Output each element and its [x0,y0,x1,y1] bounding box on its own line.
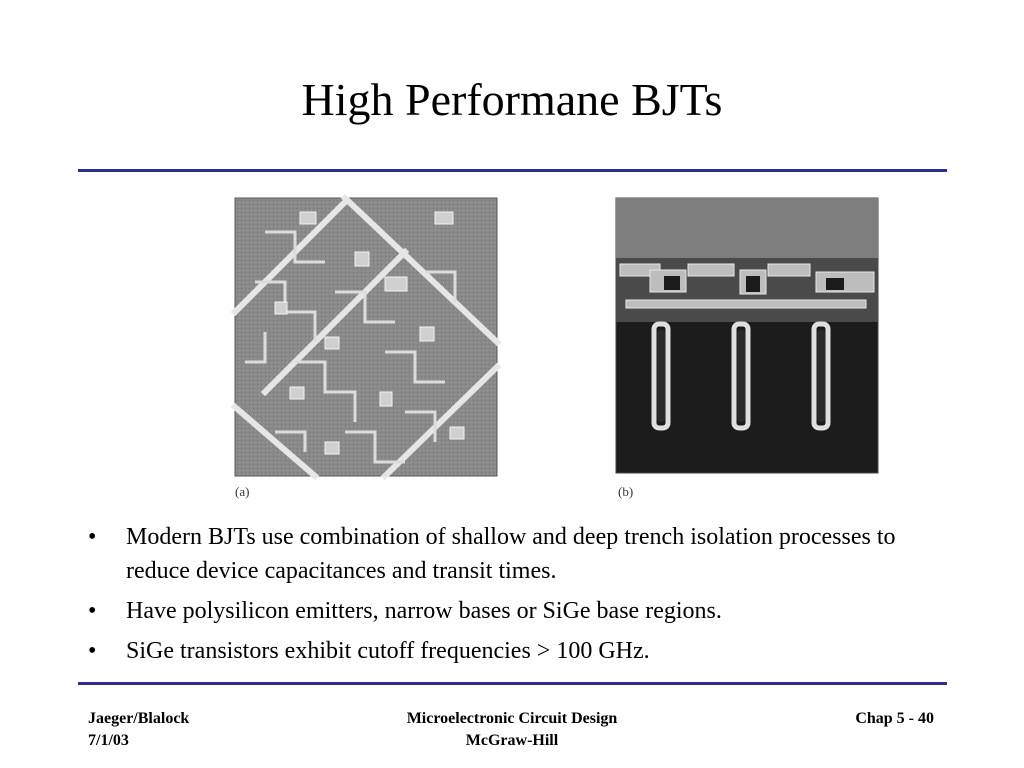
footer-course-title: Microelectronic Circuit Design [406,710,618,727]
bullet-marker: • [88,638,97,664]
footer-right [855,708,934,730]
bottom-divider [78,682,947,685]
footer-date: 7/1/03 [88,732,129,749]
bullet-text: Modern BJTs use combination of shallow and deep trench isolation processes to reduce device capacitances and transit times. [126,524,896,584]
footer-authors: Jaeger/Blalock [88,710,190,727]
figure-b-sem-cross-section [568,192,920,502]
bullet-item [88,594,928,628]
figure-a-label: (a) [235,484,250,499]
sem-cross-section-image [568,192,920,482]
bullet-marker: • [88,598,97,624]
bullet-text: Have polysilicon emitters, narrow bases or SiGe base regions. [126,598,722,624]
bullet-list [88,520,928,674]
bullet-text: SiGe transistors exhibit cutoff frequencies > 100 GHz. [126,638,650,664]
footer-publisher: McGraw-Hill [465,732,559,749]
figure-b-label: (b) [618,484,634,499]
bullet-item [88,634,928,668]
figure-a-sem-layout [205,192,525,502]
sem-layout-image [205,192,525,482]
bullet-marker: • [88,524,97,550]
top-divider [78,169,947,172]
slide-title: High Performane BJTs [301,74,723,125]
footer-page-number: Chap 5 - 40 [855,710,934,727]
bullet-item [88,520,928,588]
